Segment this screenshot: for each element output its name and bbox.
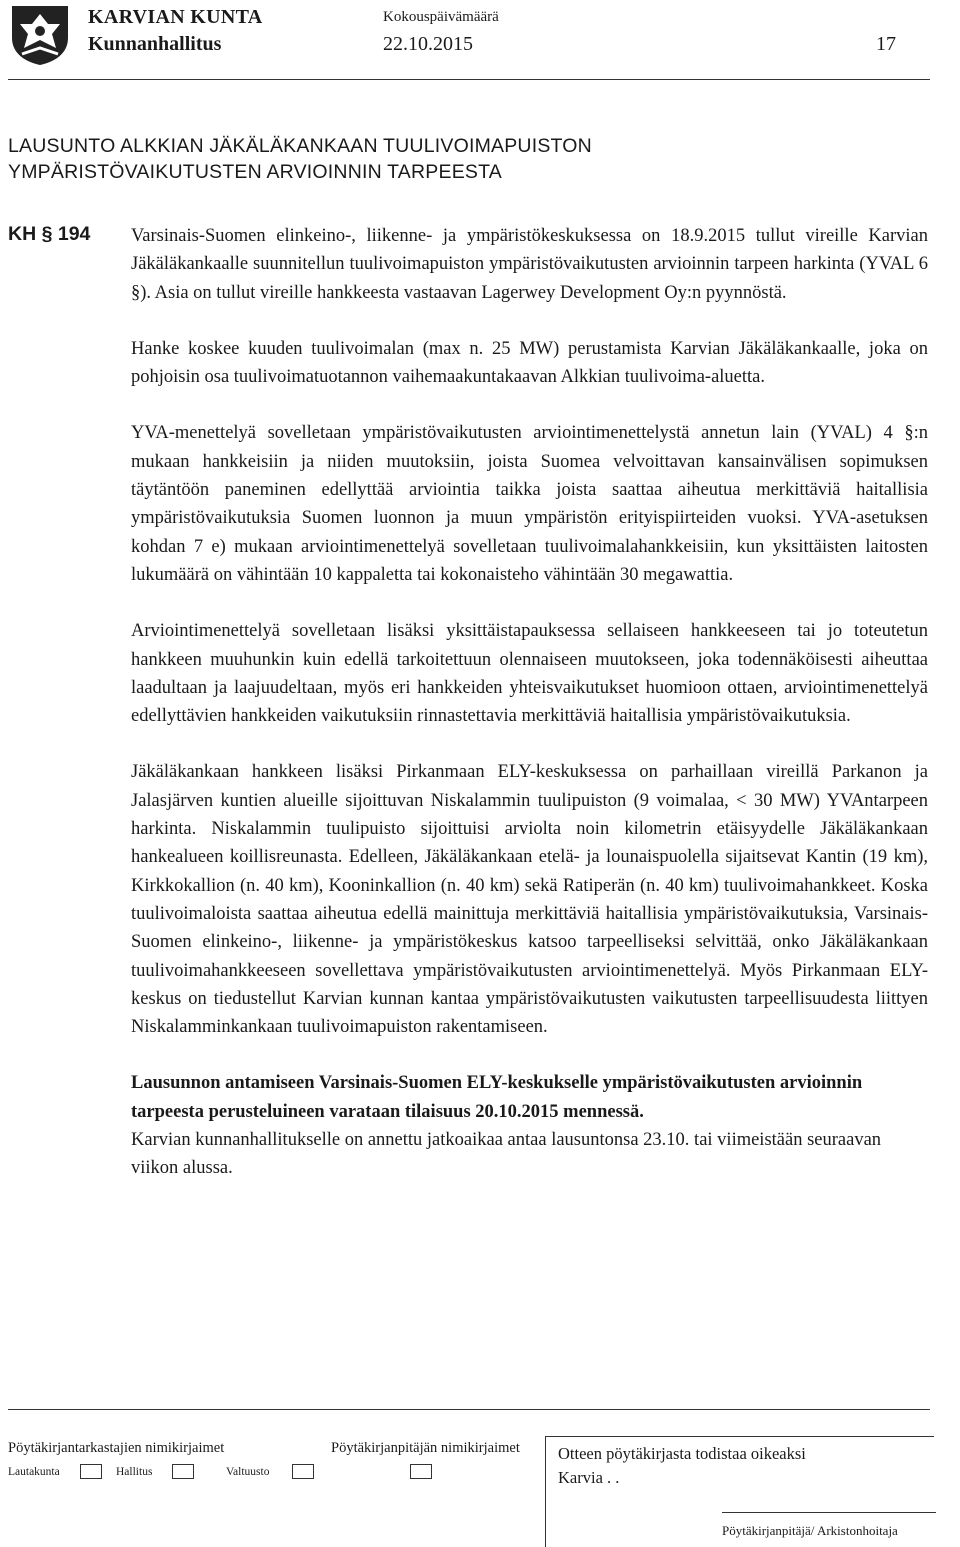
municipality-coat-of-arms-icon (8, 4, 72, 66)
board-name: Kunnanhallitus (88, 33, 222, 55)
signature-line (722, 1512, 936, 1513)
proposal-text: Lausunnon antamiseen Varsinais-Suomen ELY-keskukselle ympäristövaikutusten arvioinnin tarpeesta perusteluineen varataan tilaisuus 20.10.2015 mennessä. (131, 1073, 863, 1122)
document-title-line-2: YMPÄRISTÖVAIKUTUSTEN ARVIOINNIN TARPEESTA (8, 161, 502, 183)
reviewers-initials-label: Pöytäkirjantarkastajien nimikirjaimet (8, 1440, 225, 1456)
secretary-initials-label: Pöytäkirjanpitäjän nimikirjaimet (331, 1440, 520, 1456)
body-label-valtuusto: Valtuusto (226, 1466, 270, 1478)
footer-divider (8, 1409, 930, 1410)
initials-box (172, 1464, 194, 1479)
document-title-line-1: LAUSUNTO ALKKIAN JÄKÄLÄKANKAAN TUULIVOIMAPUISTON (8, 135, 592, 157)
certificate-place-date: Karvia . . (558, 1468, 620, 1487)
paragraph: Arviointimenettelyä sovelletaan lisäksi yksittäistapauksessa sellaiseen hankkeeseen tai jo toteutetun hankkeen muuhunkin kuin edellä tarkoitettuun olennaiseen muutokseen, joka todennäköisesti aiheuttaa laadultaan ja laajuudeltaan, myös eri hankkeiden yhteisvaikutukset huomioon ottaen, arviointimenettelyä edellyttävien hankkeiden vaikutuksiin rinnastettavia merkittäviä haitallisia ympäristövaikutuksia. (131, 621, 928, 727)
header-divider (8, 79, 930, 80)
paragraph: YVA-menettelyä sovelletaan ympäristövaikutusten arviointimenettelystä annetun lain (YVAL) 4 §:n mukaan hankkeisiin ja niiden muutoksiin, joista Suomea velvoittavan kansainvälisen sopimuksen täytäntöön paneminen edellyttää arviointia taikka joista saattaa aiheutua merkittäviä haitallisia ympäristövaikutuksia Suomen luonnon ja muun ympäristön erityispiirteiden vuoksi. YVA-asetuksen kohdan 7 e) mukaan arviointimenettelyä sovelletaan tuulivoimalahankkeisiin, kun yksittäisten laitosten lukumäärä on vähintään 10 kappaletta tai kokonaisteho vähintään 30 megawattia. (131, 423, 928, 585)
proposal-note: Karvian kunnanhallitukselle on annettu jatkoaikaa antaa lausuntonsa 23.10. tai viimeistään seuraavan viikon alussa. (131, 1130, 882, 1179)
paragraph: Jäkäläkankaan hankkeen lisäksi Pirkanmaan ELY-keskuksessa on parhaillaan vireillä Parkanon ja Jalasjärven kuntien alueille sijoittuvan Niskalammin tuulipuiston (9 voimalaa, < 30 MW) YVAntarpeen harkinta. Niskalammin tuulipuisto sijoittuisi arviolta noin kilometrin etäisyydelle Jäkäläkankaan hankealueen koillisreunasta. Edelleen, Jäkäläkankaan etelä- ja lounaispuolella sijaitsevat Kantin (19 km), Kirkkokallion (n. 40 km), Kooninkallion (n. 40 km) sekä Ratiperän (n. 40 km) tuulivoimahankkeet. Koska tuulivoimaloista saattaa aiheutua edellä mainittuja merkittäviä haitallisia ympäristövaikutuksia, Varsinais-Suomen elinkeino-, liikenne- ja ympäristökeskus katsoo tarpeelliseksi selvittää, onko Jäkäläkankaan tuulivoimahankkeeseen sovellettava ympäristövaikutusten arviointimenettelyä. Myös Pirkanmaan ELY-keskus on tiedustellut Karvian kunnan kantaa ympäristövaikutusten vaikutusten tarpeellisuudesta liittyen Niskalamminkankaan tuulivoimapuiston rakentamiseen. (131, 762, 928, 1038)
meeting-date-label: Kokouspäivämäärä (383, 9, 499, 25)
certificate-title: Otteen pöytäkirjasta todistaa oikeaksi (558, 1444, 806, 1463)
organization-name: KARVIAN KUNTA (88, 6, 263, 28)
body-label-lautakunta: Lautakunta (8, 1466, 60, 1478)
initials-box (292, 1464, 314, 1479)
body-label-hallitus: Hallitus (116, 1466, 153, 1478)
document-title (8, 133, 592, 185)
section-body (131, 222, 928, 1183)
certificate-signer-label: Pöytäkirjanpitäjä/ Arkistonhoitaja (722, 1523, 898, 1538)
secretary-initials-box (410, 1464, 432, 1479)
page-number: 17 (876, 33, 896, 55)
initials-box (80, 1464, 102, 1479)
paragraph: Varsinais-Suomen elinkeino-, liikenne- ja ympäristökeskuksessa on 18.9.2015 tullut vireille Karvian Jäkäläkankaalle suunnitellun tuulivoimapuiston ympäristövaikutusten arvioinnin tarpeen harkinta (YVAL 6 §). Asia on tullut vireille hankkeesta vastaavan Lagerwey Development Oy:n pyynnöstä. (131, 226, 928, 303)
meeting-date: 22.10.2015 (383, 33, 473, 55)
section-number: KH § 194 (8, 223, 91, 245)
paragraph: Hanke koskee kuuden tuulivoimalan (max n. 25 MW) perustamista Karvian Jäkäläkankaalle, joka on pohjoisin osa tuulivoimatuotannon vaihemaakuntakaavan Alkkian tuulivoima-aluetta. (131, 338, 928, 388)
